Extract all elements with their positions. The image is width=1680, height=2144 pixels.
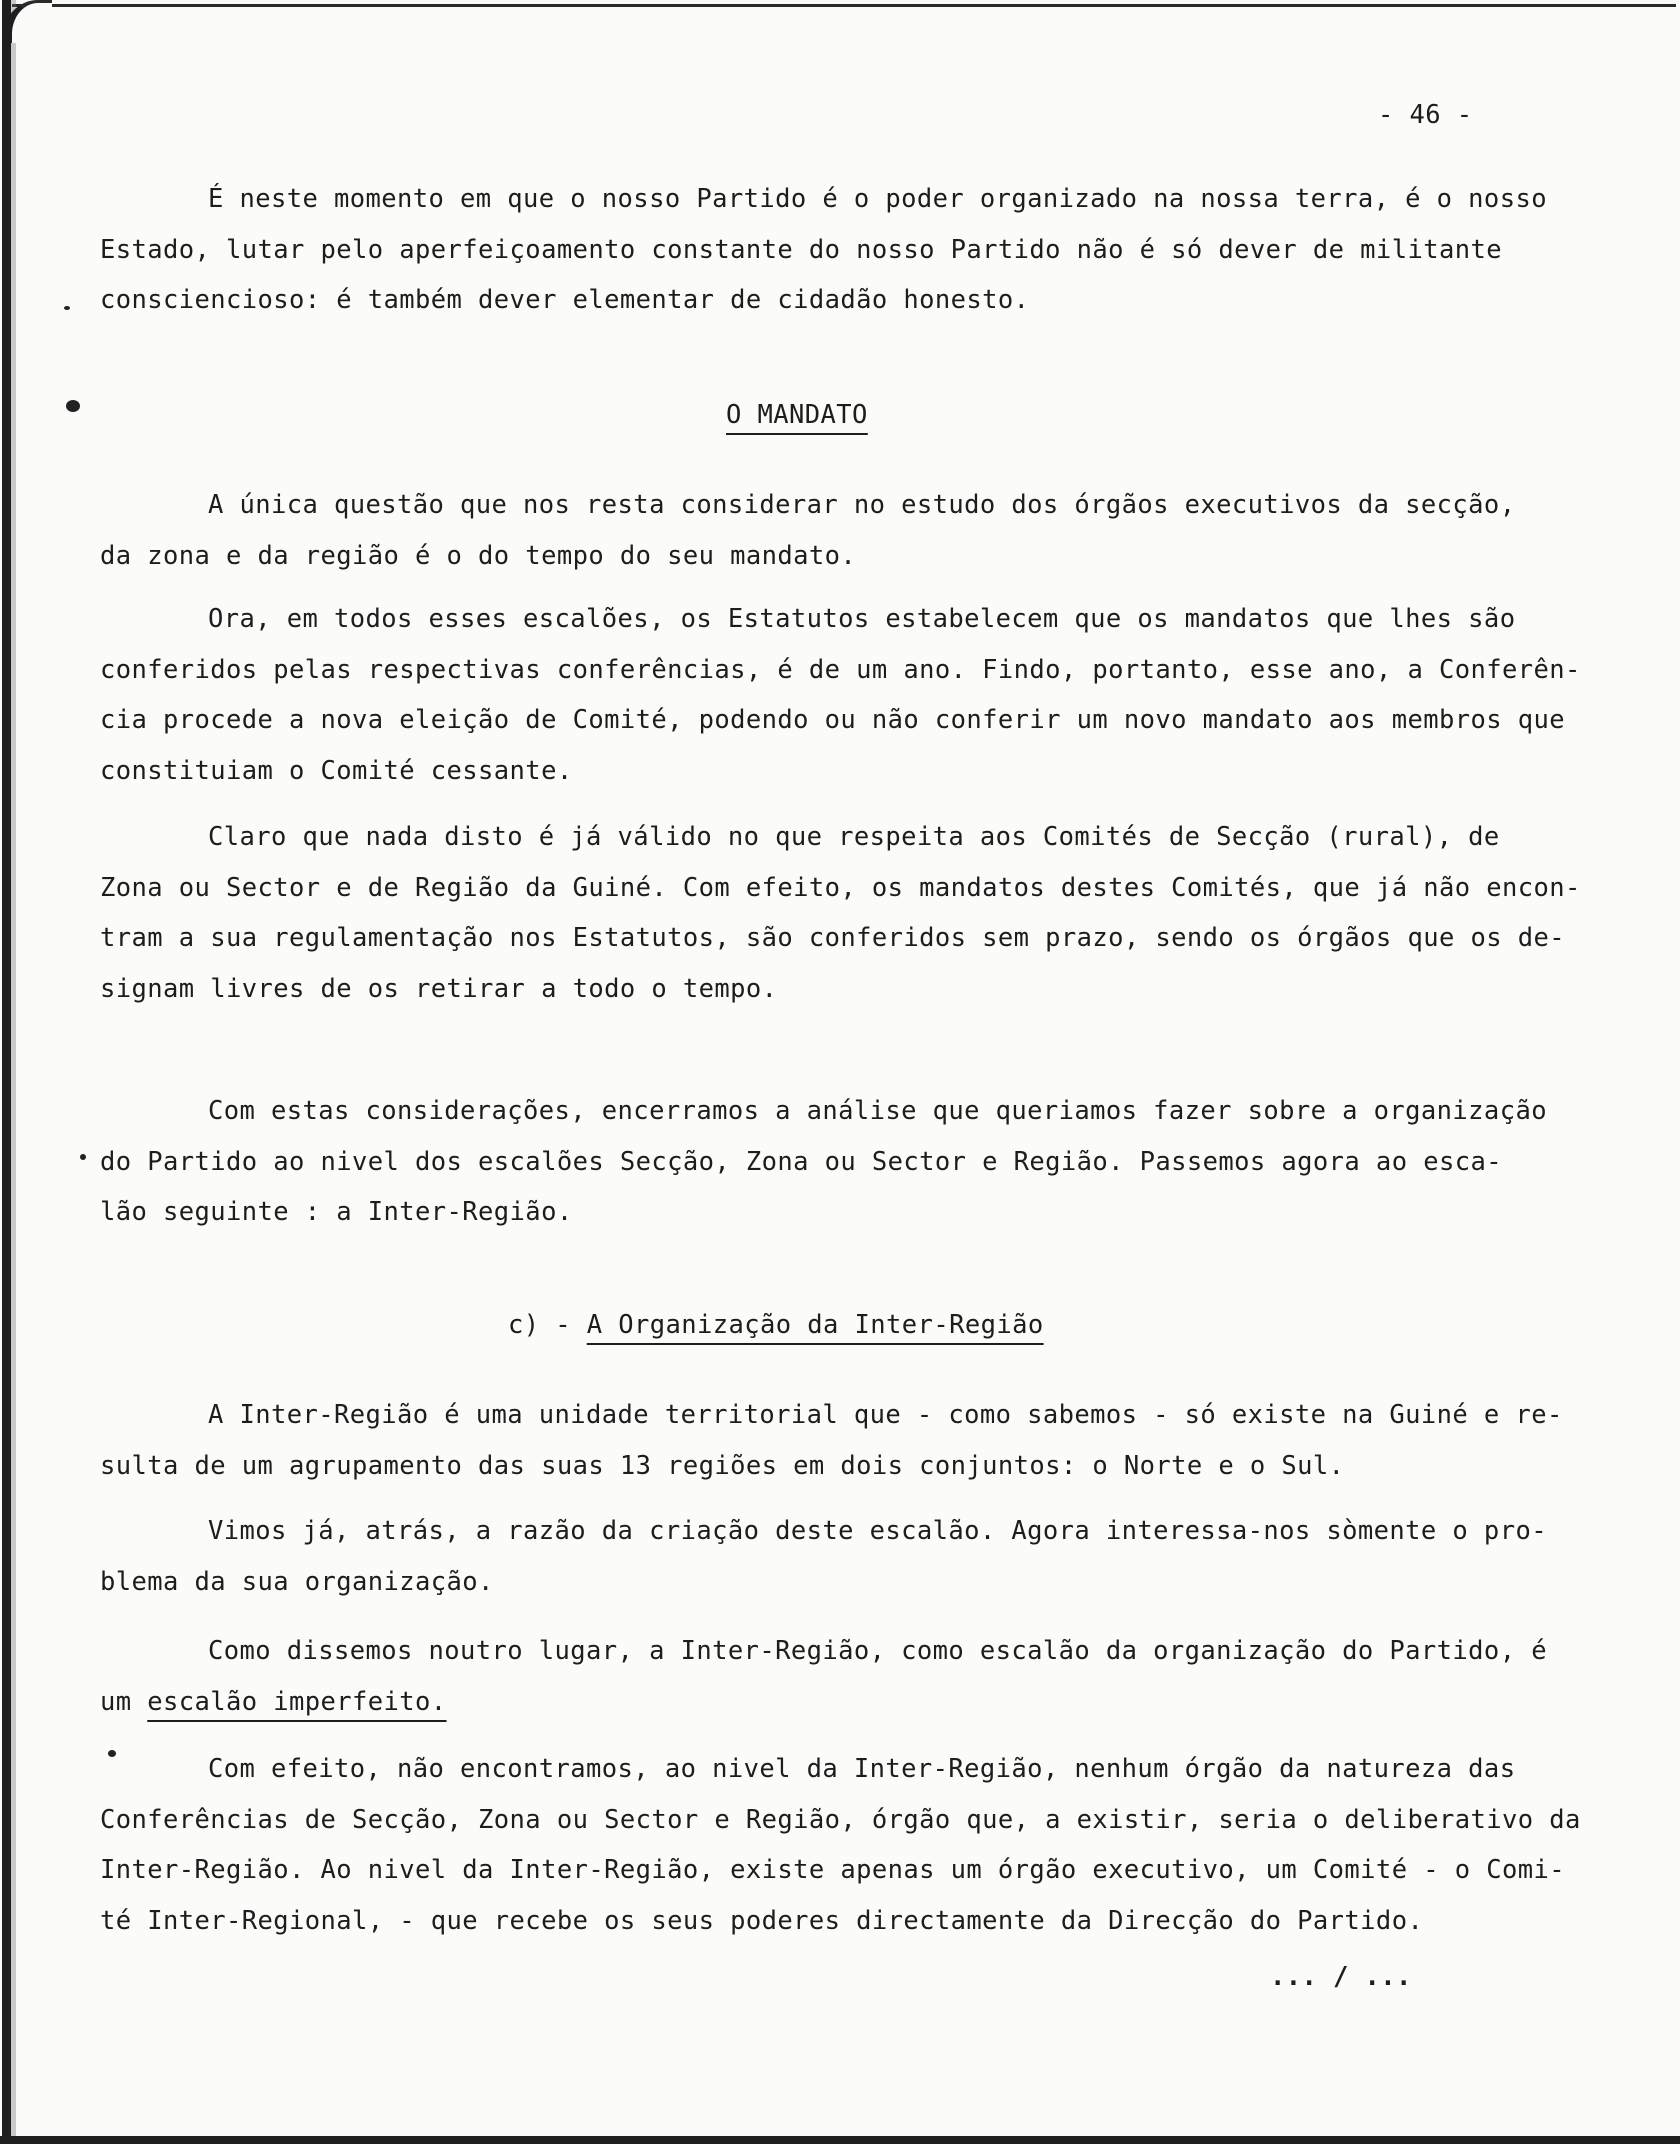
text-line: blema da sua organização. (100, 1566, 494, 1597)
text-line: Vimos já, atrás, a razão da criação deste escalão. Agora interessa-nos sòmente o pro- (208, 1516, 1547, 1546)
text-line: A única questão que nos resta considerar no estudo dos órgãos executivos da secção, (208, 490, 1516, 520)
text-fragment: um (100, 1686, 148, 1717)
section-letter: c) - (508, 1310, 587, 1340)
text-line: A Inter-Região é uma unidade territorial que - como sabemos - só existe na Guiné e re- (208, 1400, 1563, 1430)
mandato-paragraph-4 (100, 1086, 1580, 1238)
text-line: Com efeito, não encontramos, ao nivel da Inter-Região, nenhum órgão da natureza das (208, 1754, 1516, 1784)
continuation-mark: ... / ... (1270, 1962, 1412, 1992)
page-number: - 46 - (1378, 100, 1473, 130)
margin-speck (66, 400, 80, 412)
text-line: tram a sua regulamentação nos Estatutos, são conferidos sem prazo, sendo os órgãos que os de- (100, 923, 1565, 953)
text-line: Como dissemos noutro lugar, a Inter-Região, como escalão da organização do Partido, é (208, 1636, 1547, 1666)
section-title: A Organização da Inter-Região (586, 1310, 1044, 1340)
text-line: signam livres de os retirar a todo o tempo. (100, 973, 778, 1004)
text-line: cia procede a nova eleição de Comité, podendo ou não conferir um novo mandato aos membros que (100, 705, 1565, 735)
inter-regiao-paragraph-2 (100, 1506, 1580, 1607)
underlined-phrase: escalão imperfeito. (147, 1686, 447, 1717)
text-line: constituiam o Comité cessante. (100, 755, 573, 786)
text-line: Estado, lutar pelo aperfeiçoamento constante do nosso Partido não é só dever de militante (100, 234, 1502, 265)
text-line: consciencioso: é também dever elementar de cidadão honesto. (100, 285, 1030, 315)
margin-speck (64, 306, 70, 310)
text-line: Conferências de Secção, Zona ou Sector e Região, órgão que, a existir, seria o deliberativo da (100, 1804, 1581, 1835)
inter-regiao-paragraph-4 (100, 1744, 1580, 1946)
inter-regiao-paragraph-3 (100, 1626, 1580, 1727)
text-line: conferidos pelas respectivas conferências, é de um ano. Findo, portanto, esse ano, a Conferên- (100, 654, 1581, 685)
scan-left-edge (2, 0, 11, 2144)
margin-speck (80, 1154, 86, 1160)
text-line: té Inter-Regional, - que recebe os seus poderes directamente da Direcção do Partido. (100, 1905, 1424, 1936)
text-line (100, 1677, 1580, 1728)
text-line: da zona e da região é o do tempo do seu mandato. (100, 540, 857, 571)
text-line: Inter-Região. Ao nivel da Inter-Região, existe apenas um órgão executivo, um Comité - o Comi- (100, 1855, 1565, 1885)
inter-regiao-paragraph-1 (100, 1390, 1580, 1491)
mandato-paragraph-2 (100, 594, 1580, 796)
intro-paragraph (100, 174, 1580, 326)
text-line: lão seguinte : a Inter-Região. (100, 1197, 573, 1227)
text-line: do Partido ao nivel dos escalões Secção, Zona ou Sector e Região. Passemos agora ao esca- (100, 1146, 1502, 1177)
scan-left-shadow (11, 0, 16, 2144)
text-line: sulta de um agrupamento das suas 13 regiões em dois conjuntos: o Norte e o Sul. (100, 1450, 1345, 1481)
text-line: É neste momento em que o nosso Partido é o poder organizado na nossa terra, é o nosso (208, 184, 1547, 214)
mandato-paragraph-3 (100, 812, 1580, 1014)
section-heading-inter-regiao (508, 1310, 1044, 1340)
text-line: Zona ou Sector e de Região da Guiné. Com efeito, os mandatos destes Comités, que já não encon- (100, 872, 1581, 903)
scan-bottom-edge (0, 2136, 1680, 2144)
section-heading-mandato: O MANDATO (726, 400, 868, 430)
text-line: Com estas considerações, encerramos a análise que queriamos fazer sobre a organização (208, 1096, 1547, 1126)
scan-top-edge (12, 4, 1676, 7)
text-line: Claro que nada disto é já válido no que respeita aos Comités de Secção (rural), de (208, 822, 1500, 852)
text-line: Ora, em todos esses escalões, os Estatutos estabelecem que os mandatos que lhes são (208, 604, 1516, 634)
mandato-paragraph-1 (100, 480, 1580, 581)
